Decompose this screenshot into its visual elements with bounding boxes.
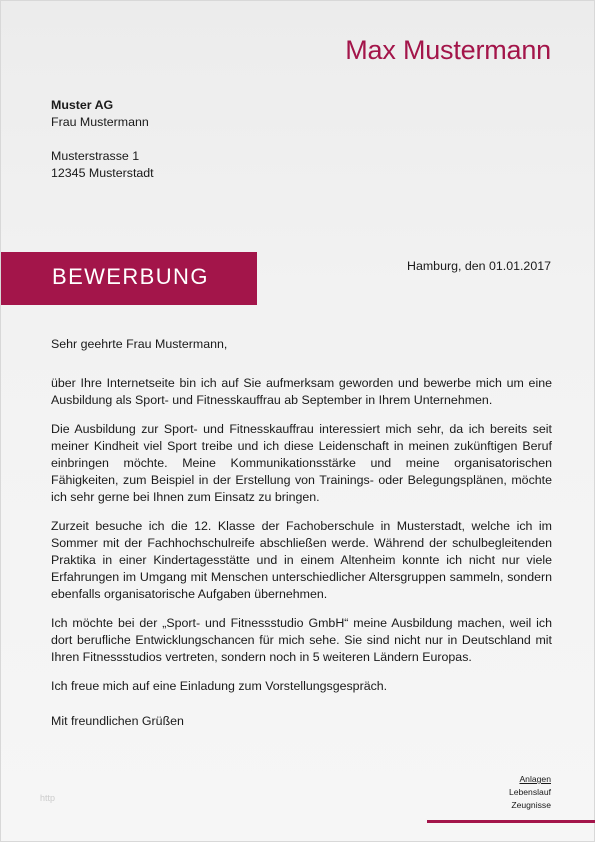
address-spacer — [51, 131, 154, 148]
paragraph: Ich freue mich auf eine Einladung zum Vorstellungsgespräch. — [51, 679, 388, 693]
attachment-item: Lebenslauf — [508, 787, 551, 797]
recipient-contact: Frau Mustermann — [51, 115, 149, 129]
recipient-address — [51, 97, 154, 182]
recipient-city: 12345 Musterstadt — [51, 166, 154, 180]
letter-body — [51, 336, 552, 730]
paragraph: über Ihre Internetseite bin ich auf Sie aufmerksam geworden und bewerbe mich um eine Ausbildung als Sport- und Fitnesskauffrau ab September in Ihrem Unternehmen. — [51, 376, 552, 407]
closing: Mit freundlichen Grüßen — [51, 714, 184, 728]
salutation: Sehr geehrte Frau Mustermann, — [51, 337, 228, 351]
attachments-label: Anlagen — [519, 774, 551, 784]
paragraph: Die Ausbildung zur Sport- und Fitnesskauffrau interessiert mich sehr, da ich bereits seit meiner Kindheit viel Sport treibe und ich diese Leidenschaft in meinen zukünftigen Beruf einbringen möchte. Meine Kommunikationsstärke und meine organisatorischen Fähigkeiten, zum Beispiel in der Erstellung von Trainings- oder Belegungsplänen, möchte ich sehr gerne bei Ihnen zum Einsatz zu bringen. — [51, 422, 552, 504]
watermark: http — [40, 793, 56, 803]
paragraph: Ich möchte bei der „Sport- und Fitnessstudio GmbH“ meine Ausbildung machen, weil ich dort berufliche Entwicklungschancen für mich sehe. Sie sind nicht nur in Deutschland mit Ihren Fitnessstudios vertreten, sondern noch in 5 weiteren Ländern Europas. — [51, 616, 552, 664]
attachment-item: Zeugnisse — [511, 800, 551, 810]
letter-date: Hamburg, den 01.01.2017 — [407, 259, 551, 273]
footer-accent-line — [427, 820, 595, 823]
banner-title: BEWERBUNG — [52, 264, 209, 289]
recipient-company: Muster AG — [51, 98, 114, 112]
paragraph: Zurzeit besuche ich die 12. Klasse der Fachoberschule in Musterstadt, welche ich im Sommer mit der Fachhochschulreife abschließen werde. Während der schulbegleitenden Praktika in einer Kindertagesstätte und in einem Altenheim konnte ich nicht nur viele Erfahrungen im Umgang mit Menschen unterschiedlicher Altersgruppen sammeln, sondern ebenfalls organisatorische Aufgaben übernehmen. — [51, 519, 552, 601]
title-banner — [1, 252, 257, 305]
attachments — [509, 773, 551, 812]
recipient-street: Musterstrasse 1 — [51, 149, 140, 163]
sender-name: Max Mustermann — [345, 35, 551, 65]
